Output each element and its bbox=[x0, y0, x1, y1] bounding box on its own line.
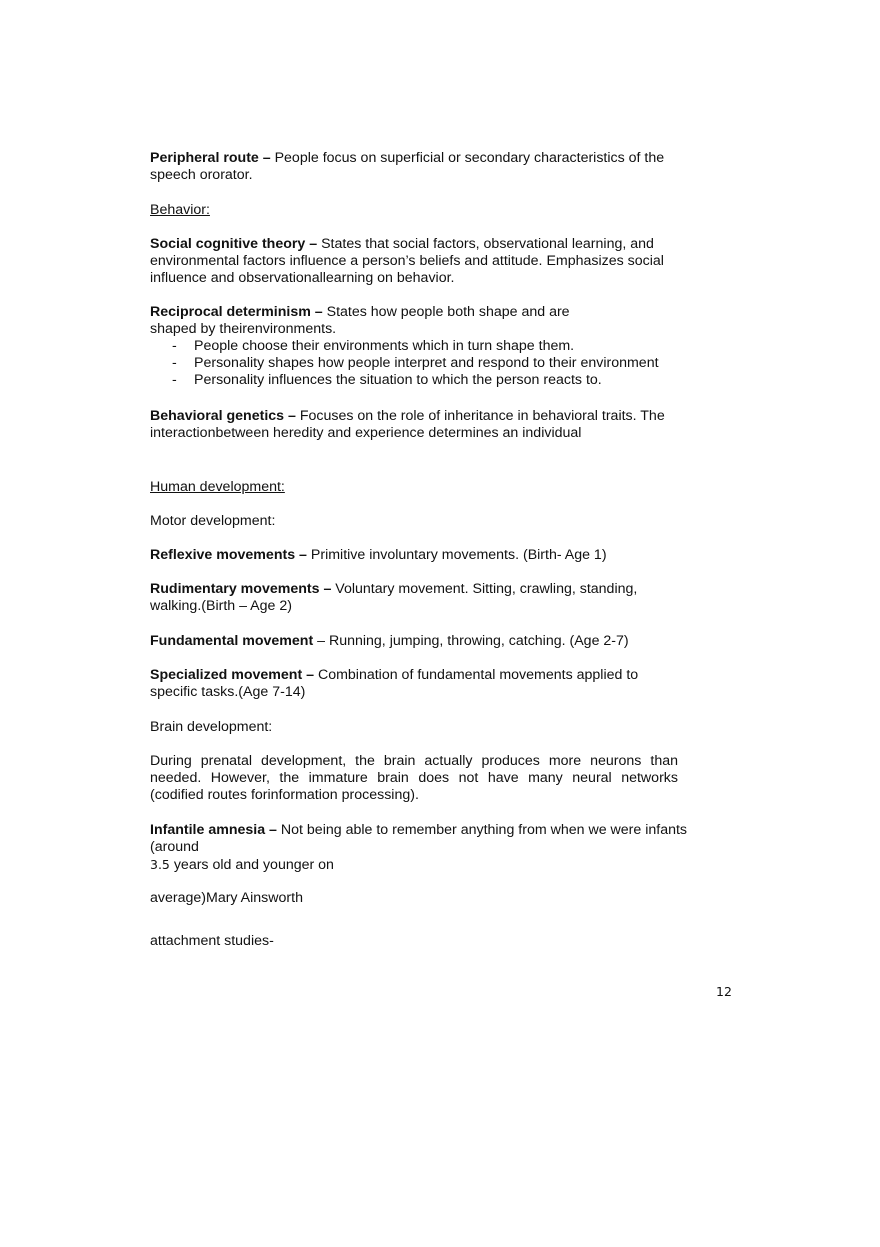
rudimentary-term: Rudimentary movements – bbox=[150, 581, 332, 597]
attachment-studies-line: attachment studies- bbox=[150, 933, 274, 949]
behavior-heading bbox=[150, 202, 720, 219]
infantile-amnesia-paragraph bbox=[150, 822, 730, 874]
specialized-line-1: Combination of fundamental movements applied to bbox=[314, 667, 639, 683]
list-item-text: Personality influences the situation to which the person reacts to. bbox=[194, 372, 602, 388]
specialized-line-2: specific tasks.(Age 7-14) bbox=[150, 684, 306, 700]
peripheral-route-paragraph bbox=[150, 150, 720, 184]
infantile-amnesia-number: 3.5 bbox=[150, 857, 170, 872]
reflexive-movements-paragraph bbox=[150, 547, 720, 564]
specialized-movement-paragraph bbox=[150, 667, 720, 701]
brain-line-2: needed. However, the immature brain does not have many neural networks bbox=[150, 770, 678, 786]
specialized-term: Specialized movement – bbox=[150, 667, 315, 683]
mary-ainsworth-line: average)Mary Ainsworth bbox=[150, 890, 303, 906]
social-cognitive-line-1: States that social factors, observational learning, and bbox=[317, 236, 654, 252]
fundamental-term: Fundamental movement bbox=[150, 633, 314, 649]
rudimentary-line-1: Voluntary movement. Sitting, crawling, standing, bbox=[331, 581, 638, 597]
list-item bbox=[150, 355, 720, 372]
behavioral-genetics-term: Behavioral genetics – bbox=[150, 408, 296, 424]
list-item bbox=[150, 338, 720, 355]
infantile-amnesia-line-3: years old and younger on bbox=[169, 857, 334, 873]
reciprocal-line-2: shaped by theirenvironments. bbox=[150, 321, 337, 337]
reciprocal-determinism-paragraph bbox=[150, 304, 720, 389]
list-item bbox=[150, 372, 720, 389]
behavioral-genetics-line-2: interactionbetween heredity and experience determines an individual bbox=[150, 425, 582, 441]
page-number: 12 bbox=[716, 984, 732, 999]
dash-bullet: - bbox=[172, 338, 177, 354]
reflexive-term: Reflexive movements – bbox=[150, 547, 307, 563]
social-cognitive-theory-paragraph bbox=[150, 236, 720, 287]
list-item-text: People choose their environments which in turn shape them. bbox=[194, 338, 575, 354]
peripheral-route-text-2: speech ororator. bbox=[150, 167, 253, 183]
behavior-heading-text: Behavior: bbox=[150, 202, 210, 218]
brain-line-1: During prenatal development, the brain actually produces more neurons than bbox=[150, 753, 678, 769]
dash-bullet: - bbox=[172, 355, 177, 371]
brain-development-heading: Brain development: bbox=[150, 719, 273, 735]
human-development-heading-text: Human development: bbox=[150, 479, 285, 495]
rudimentary-movements-paragraph bbox=[150, 581, 720, 615]
infantile-amnesia-line-1: Not being able to remember anything from when we were infants bbox=[276, 822, 688, 838]
brain-development-paragraph bbox=[150, 753, 678, 804]
human-development-heading bbox=[150, 479, 720, 496]
social-cognitive-line-3: influence and observationallearning on behavior. bbox=[150, 270, 455, 286]
brain-line-3: (codified routes forinformation processing). bbox=[150, 787, 419, 803]
reciprocal-term: Reciprocal determinism – bbox=[150, 304, 323, 320]
behavioral-genetics-line-1: Focuses on the role of inheritance in behavioral traits. The bbox=[295, 408, 665, 424]
dash-bullet: - bbox=[172, 372, 177, 388]
peripheral-route-term: Peripheral route – bbox=[150, 150, 271, 166]
infantile-amnesia-line-2: (around bbox=[150, 839, 199, 855]
reflexive-text: Primitive involuntary movements. (Birth- Age 1) bbox=[306, 547, 607, 563]
peripheral-route-text: People focus on superficial or secondary characteristics of the bbox=[270, 150, 665, 166]
rudimentary-line-2: walking.(Birth – Age 2) bbox=[150, 598, 292, 614]
list-item-text: Personality shapes how people interpret and respond to their environment bbox=[194, 355, 659, 371]
behavioral-genetics-paragraph bbox=[150, 408, 720, 442]
fundamental-movement-paragraph bbox=[150, 633, 720, 650]
infantile-amnesia-term: Infantile amnesia – bbox=[150, 822, 277, 838]
motor-development-heading: Motor development: bbox=[150, 513, 276, 529]
fundamental-text: – Running, jumping, throwing, catching. (Age 2-7) bbox=[313, 633, 629, 649]
social-cognitive-line-2: environmental factors influence a person’s beliefs and attitude. Emphasizes social bbox=[150, 253, 664, 269]
social-cognitive-term: Social cognitive theory – bbox=[150, 236, 318, 252]
reciprocal-line-1: States how people both shape and are bbox=[322, 304, 570, 320]
reciprocal-bullet-list bbox=[150, 338, 720, 389]
